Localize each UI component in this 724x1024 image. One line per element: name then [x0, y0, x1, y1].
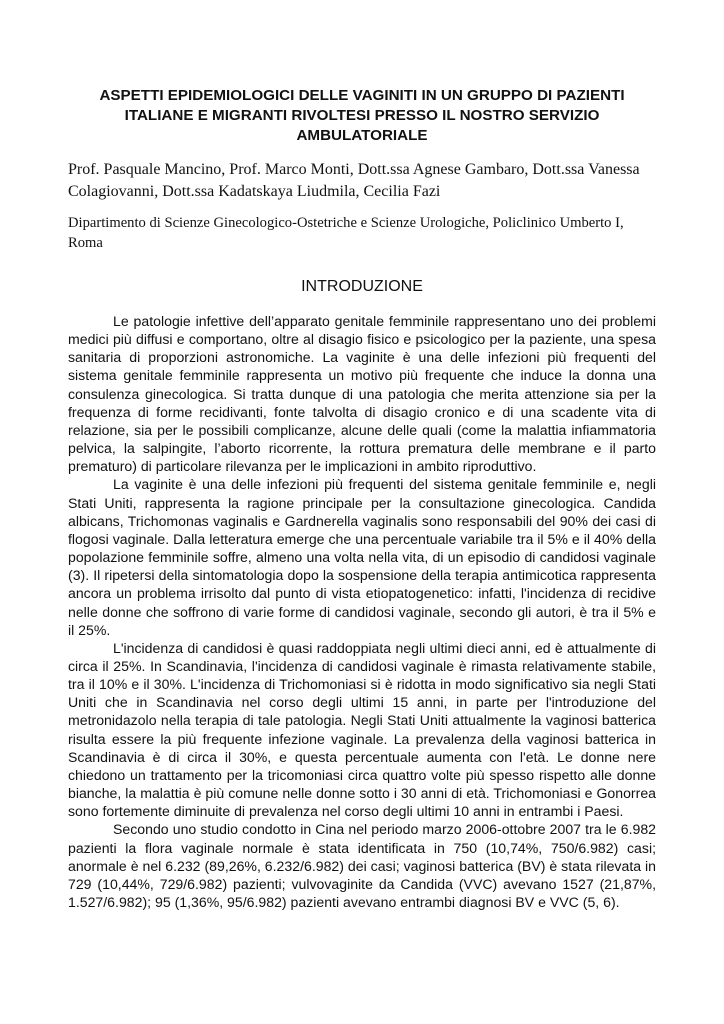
paragraph: La vaginite è una delle infezioni più frequenti del sistema genitale femminile e, negli Stati Uniti, rappresenta la ragione principale per la consultazione ginecologica. Candida albicans, Trichomonas vaginalis e Gardnerella vaginalis sono responsabili del 90% dei casi di flogosi vaginale. Dalla letteratura emerge che una percentuale variabile tra il 5% e il 40% della popolazione femminile soffre, almeno una volta nella vita, di un episodio di candidosi vaginale (3). Il ripetersi della sintomatologia dopo la sospensione della terapia antimicotica rappresenta ancora un problema irrisolto dal punto di vista etiopatogenetico: infatti, l'incidenza di recidive nelle donne che soffrono di varie forme di candidosi vaginale, secondo gli autori, è tra il 5% e il 25%. — [68, 476, 656, 638]
affiliation: Dipartimento di Scienze Ginecologico-Ostetriche e Scienze Urologiche, Policlinico Umberto I, Roma — [68, 215, 624, 251]
author-list: Prof. Pasquale Mancino, Prof. Marco Monti, Dott.ssa Agnese Gambaro, Dott.ssa Vanessa Colagiovanni, Dott.ssa Kadatskaya Liudmila, Cecilia Fazi — [68, 161, 640, 200]
introduction-body — [68, 312, 656, 911]
paragraph: Le patologie infettive dell’apparato genitale femminile rappresentano uno dei problemi medici più diffusi e comportano, oltre al disagio fisico e psicologico per la paziente, una spesa sanitaria di proporzioni astronomiche. La vaginite è una delle infezioni più frequenti del sistema genitale femminile rappresenta un motivo più frequente che induce la donna una consulenza ginecologica. Si tratta dunque di una patologia che merita attenzione sia per la frequenza di forme recidivanti, fonte talvolta di disagio cronico e di una scadente vita di relazione, sia per le possibili complicanze, alcune delle quali (come la malattia infiammatoria pelvica, la salpingite, l’aborto ricorrente, la rottura prematura delle membrane e il parto prematuro) di particolare rilevanza per le implicazioni in ambito riproduttivo. — [68, 313, 656, 475]
paragraph: L'incidenza di candidosi è quasi raddoppiata negli ultimi dieci anni, ed è attualmente di circa il 25%. In Scandinavia, l'incidenza di candidosi vaginale è rimasta relativamente stabile, tra il 10% e il 30%. L'incidenza di Trichomoniasi si è ridotta in modo significativo sia negli Stati Uniti che in Scandinavia nel corso degli ultimi 15 anni, in parte per l'introduzione del metronidazolo nella terapia di tale patologia. Negli Stati Uniti attualmente la vaginosi batterica risulta essere la più frequente infezione vaginale. La prevalenza della vaginosi batterica in Scandinavia è di circa il 30%, e questa percentuale aumenta con l'età. Le donne nere chiedono un trattamento per la tricomoniasi circa quattro volte più spesso rispetto alle donne bianche, la malattia è più comune nelle donne sotto i 30 anni di età. Trichomoniasi e Gonorrea sono fortemente diminuite di prevalenza nel corso degli ultimi 10 anni in entrambi i Paesi. — [68, 639, 656, 820]
document-page — [68, 86, 656, 911]
section-heading-introduzione: INTRODUZIONE — [301, 278, 423, 295]
paragraph: Secondo uno studio condotto in Cina nel periodo marzo 2006-ottobre 2007 tra le 6.982 pazienti la flora vaginale normale è stata identificata in 750 (10,74%, 750/6.982) casi; anormale è nel 6.232 (89,26%, 6.232/6.982) dei casi; vaginosi batterica (BV) è stata rilevata in 729 (10,44%, 729/6.982) pazienti; vulvovaginite da Candida (VVC) avevano 1527 (21,87%, 1.527/6.982); 95 (1,36%, 95/6.982) pazienti avevano entrambi diagnosi BV e VVC (5, 6). — [68, 821, 656, 910]
paper-title: ASPETTI EPIDEMIOLOGICI DELLE VAGINITI IN UN GRUPPO DI PAZIENTI ITALIANE E MIGRANTI RIVOLTESI PRESSO IL NOSTRO SERVIZIO AMBULATORIALE — [99, 87, 625, 144]
